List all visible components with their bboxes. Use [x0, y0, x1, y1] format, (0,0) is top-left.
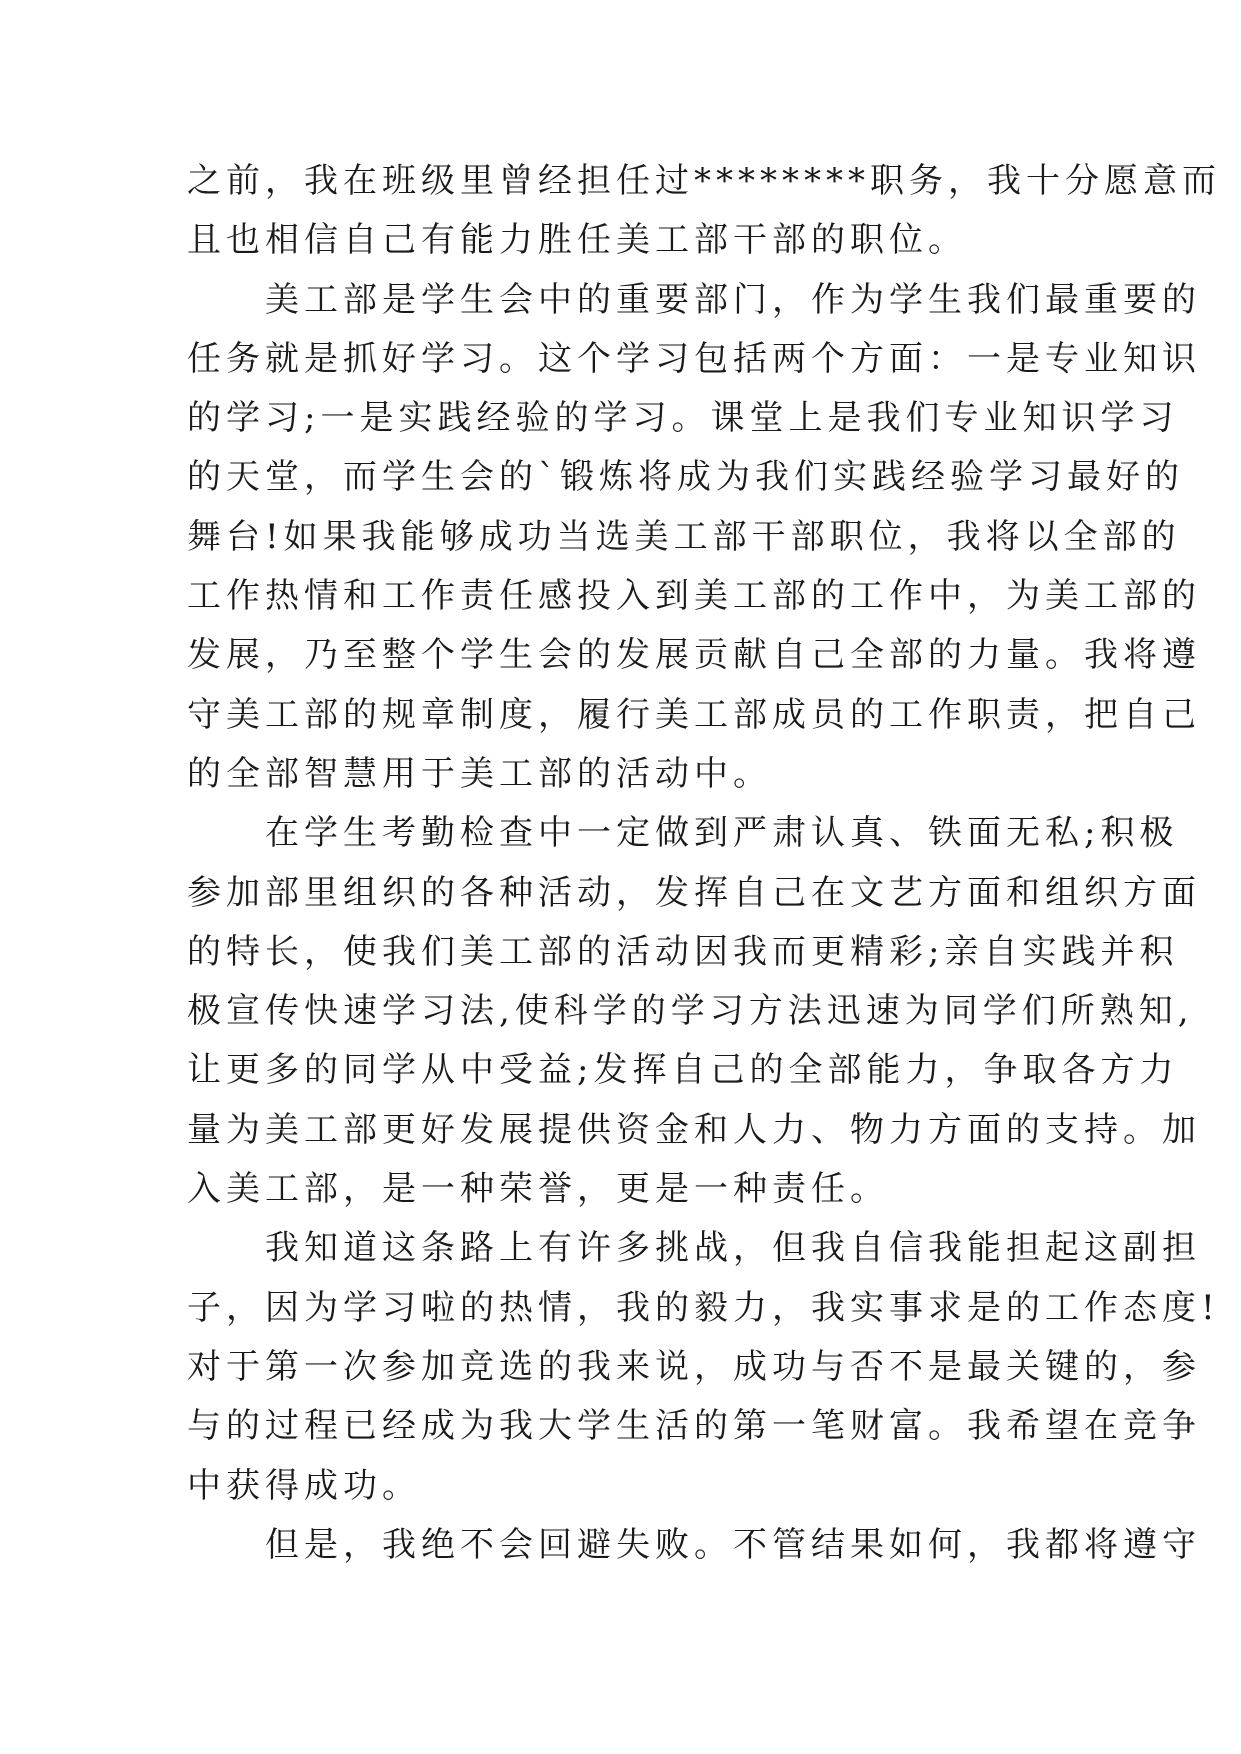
text-line: 与的过程已经成为我大学生活的第一笔财富。我希望在竞争: [187, 1406, 1201, 1447]
text-line: 之前，我在班级里曾经担任过********职务，我十分愿意而: [187, 161, 1221, 201]
text-line: 且也相信自己有能力胜任美工部干部的职位。: [187, 220, 967, 261]
text-line: 子，因为学习啦的热情，我的毅力，我实事求是的工作态度!: [187, 1287, 1220, 1328]
text-line: 守美工部的规章制度，履行美工部成员的工作职责，把自己: [187, 694, 1201, 735]
text-line: 入美工部，是一种荣誉，更是一种责任。: [187, 1169, 889, 1210]
text-line: 极宣传快速学习法,使科学的学习方法迅速为同学们所熟知,: [187, 991, 1194, 1032]
text-line: 任务就是抓好学习。这个学习包括两个方面：一是专业知识: [187, 338, 1201, 379]
text-line: 让更多的同学从中受益;发挥自己的全部能力，争取各方力: [187, 1050, 1179, 1091]
text-line: 中获得成功。: [187, 1465, 421, 1506]
text-line: 的特长，使我们美工部的活动因我而更精彩;亲自实践并积: [187, 931, 1179, 972]
text-line: 舞台!如果我能够成功当选美工部干部职位，我将以全部的: [187, 516, 1181, 557]
text-line: 对于第一次参加竞选的我来说，成功与否不是最关键的，参: [187, 1346, 1201, 1387]
text-line: 美工部是学生会中的重要部门，作为学生我们最重要的: [265, 279, 1201, 320]
text-line: 的学习;一是实践经验的学习。课堂上是我们专业知识学习: [187, 398, 1179, 439]
text-line: 参加部里组织的各种活动，发挥自己在文艺方面和组织方面: [187, 872, 1201, 913]
text-line: 的全部智慧用于美工部的活动中。: [187, 753, 772, 794]
body-text: [187, 152, 1221, 1575]
text-line: 的天堂，而学生会的`锻炼将成为我们实践经验学习最好的: [187, 457, 1184, 498]
text-line: 量为美工部更好发展提供资金和人力、物力方面的支持。加: [187, 1109, 1201, 1150]
text-line: 在学生考勤检查中一定做到严肃认真、铁面无私;积极: [265, 813, 1179, 854]
text-line: 我知道这条路上有许多挑战，但我自信我能担起这副担: [265, 1228, 1201, 1269]
text-line: 发展，乃至整个学生会的发展贡献自己全部的力量。我将遵: [187, 635, 1201, 676]
text-line: 但是，我绝不会回避失败。不管结果如何，我都将遵守: [265, 1524, 1201, 1565]
text-line: 工作热情和工作责任感投入到美工部的工作中，为美工部的: [187, 576, 1201, 617]
